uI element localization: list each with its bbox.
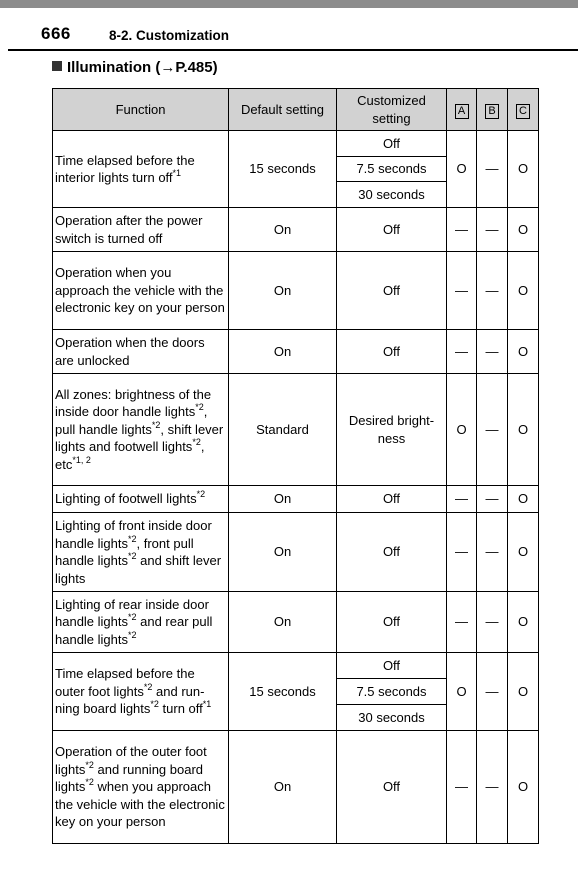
model-b-cell: — [477, 374, 508, 486]
model-a-cell: — [447, 330, 477, 374]
default-cell: On [229, 252, 337, 330]
table-row [53, 653, 539, 679]
table-row [53, 731, 539, 844]
function-cell: Time elapsed before the outer foot lights$^{*2}$ and run-ning board lights$^{*2}$ turn off$^{*1}$ [53, 653, 229, 731]
default-cell: On [229, 513, 337, 592]
col-header-custom: Customized setting [337, 89, 447, 131]
label-b: B [485, 104, 499, 119]
default-cell: 15 seconds [229, 131, 337, 208]
model-b-cell: — [477, 486, 508, 513]
default-cell: On [229, 486, 337, 513]
custom-option: Off [337, 653, 447, 679]
table-row [53, 330, 539, 374]
model-b-cell: — [477, 731, 508, 844]
default-cell: On [229, 731, 337, 844]
table-row [53, 252, 539, 330]
custom-cell: Off [337, 731, 447, 844]
custom-cell: Off [337, 252, 447, 330]
model-a-cell: — [447, 486, 477, 513]
model-a-cell: O [447, 653, 477, 731]
model-a-cell: — [447, 731, 477, 844]
custom-option: 30 seconds [337, 182, 447, 208]
custom-option: Off [337, 131, 447, 157]
model-c-cell: O [508, 486, 539, 513]
model-b-cell: — [477, 653, 508, 731]
col-header-c [508, 89, 539, 131]
model-a-cell: — [447, 252, 477, 330]
table-row [53, 592, 539, 653]
function-cell: Operation of the outer foot lights$^{*2}$ and running board lights$^{*2}$ when you approach the vehicle with the electronic key on your person [53, 731, 229, 844]
custom-cell: Off [337, 330, 447, 374]
custom-option: 30 seconds [337, 705, 447, 731]
model-a-cell: O [447, 131, 477, 208]
col-header-a [447, 89, 477, 131]
col-header-default: Default setting [229, 89, 337, 131]
default-cell: On [229, 592, 337, 653]
settings-table [52, 88, 539, 844]
section-heading [52, 59, 218, 76]
model-c-cell: O [508, 330, 539, 374]
function-cell: Lighting of footwell lights$^{*2}$ [53, 486, 229, 513]
model-a-cell: — [447, 208, 477, 252]
model-c-cell: O [508, 208, 539, 252]
table-header-row [53, 89, 539, 131]
model-a-cell: — [447, 592, 477, 653]
default-cell: On [229, 208, 337, 252]
page-number: 666 [41, 24, 71, 43]
table-row [53, 374, 539, 486]
model-c-cell: O [508, 513, 539, 592]
function-cell: Operation after the power switch is turned off [53, 208, 229, 252]
default-cell: On [229, 330, 337, 374]
model-b-cell: — [477, 208, 508, 252]
page-header [8, 23, 578, 51]
chapter-title: 8-2. Customization [109, 28, 230, 43]
custom-cell: Off [337, 592, 447, 653]
function-cell: Lighting of rear inside door handle lights$^{*2}$ and rear pull handle lights$^{*2}$ [53, 592, 229, 653]
custom-option: 7.5 seconds [337, 679, 447, 705]
model-c-cell: O [508, 731, 539, 844]
custom-cell: Off [337, 208, 447, 252]
label-c: C [516, 104, 530, 119]
table-row [53, 513, 539, 592]
default-cell: 15 seconds [229, 653, 337, 731]
model-b-cell: — [477, 131, 508, 208]
function-cell: Operation when you approach the vehicle with the electronic key on your person [53, 252, 229, 330]
default-cell: Standard [229, 374, 337, 486]
page-top-bar [0, 0, 578, 8]
table-row [53, 131, 539, 157]
model-c-cell: O [508, 131, 539, 208]
custom-option: 7.5 seconds [337, 157, 447, 182]
model-b-cell: — [477, 330, 508, 374]
function-cell: All zones: brightness of the inside door handle lights$^{*2}$, pull handle lights$^{*2}$, shift lever lights and footwell lights$^{*2}$, etc$^{*1, 2}$ [53, 374, 229, 486]
model-b-cell: — [477, 592, 508, 653]
model-a-cell: — [447, 513, 477, 592]
model-b-cell: — [477, 513, 508, 592]
table-row [53, 208, 539, 252]
model-c-cell: O [508, 252, 539, 330]
model-b-cell: — [477, 252, 508, 330]
function-cell: Time elapsed before the interior lights turn off$^{*1}$ [53, 131, 229, 208]
custom-cell: Off [337, 513, 447, 592]
custom-cell: Off [337, 486, 447, 513]
col-header-function: Function [53, 89, 229, 131]
section-title: Illumination (→P.485) [67, 59, 218, 76]
label-a: A [455, 104, 469, 119]
function-cell: Lighting of front inside door handle lights$^{*2}$, front pull handle lights$^{*2}$ and shift lever lights [53, 513, 229, 592]
function-cell: Operation when the doors are unlocked [53, 330, 229, 374]
custom-cell: Desired bright-ness [337, 374, 447, 486]
model-a-cell: O [447, 374, 477, 486]
table-row [53, 486, 539, 513]
square-bullet-icon [52, 61, 62, 71]
model-c-cell: O [508, 374, 539, 486]
model-c-cell: O [508, 592, 539, 653]
model-c-cell: O [508, 653, 539, 731]
col-header-b [477, 89, 508, 131]
